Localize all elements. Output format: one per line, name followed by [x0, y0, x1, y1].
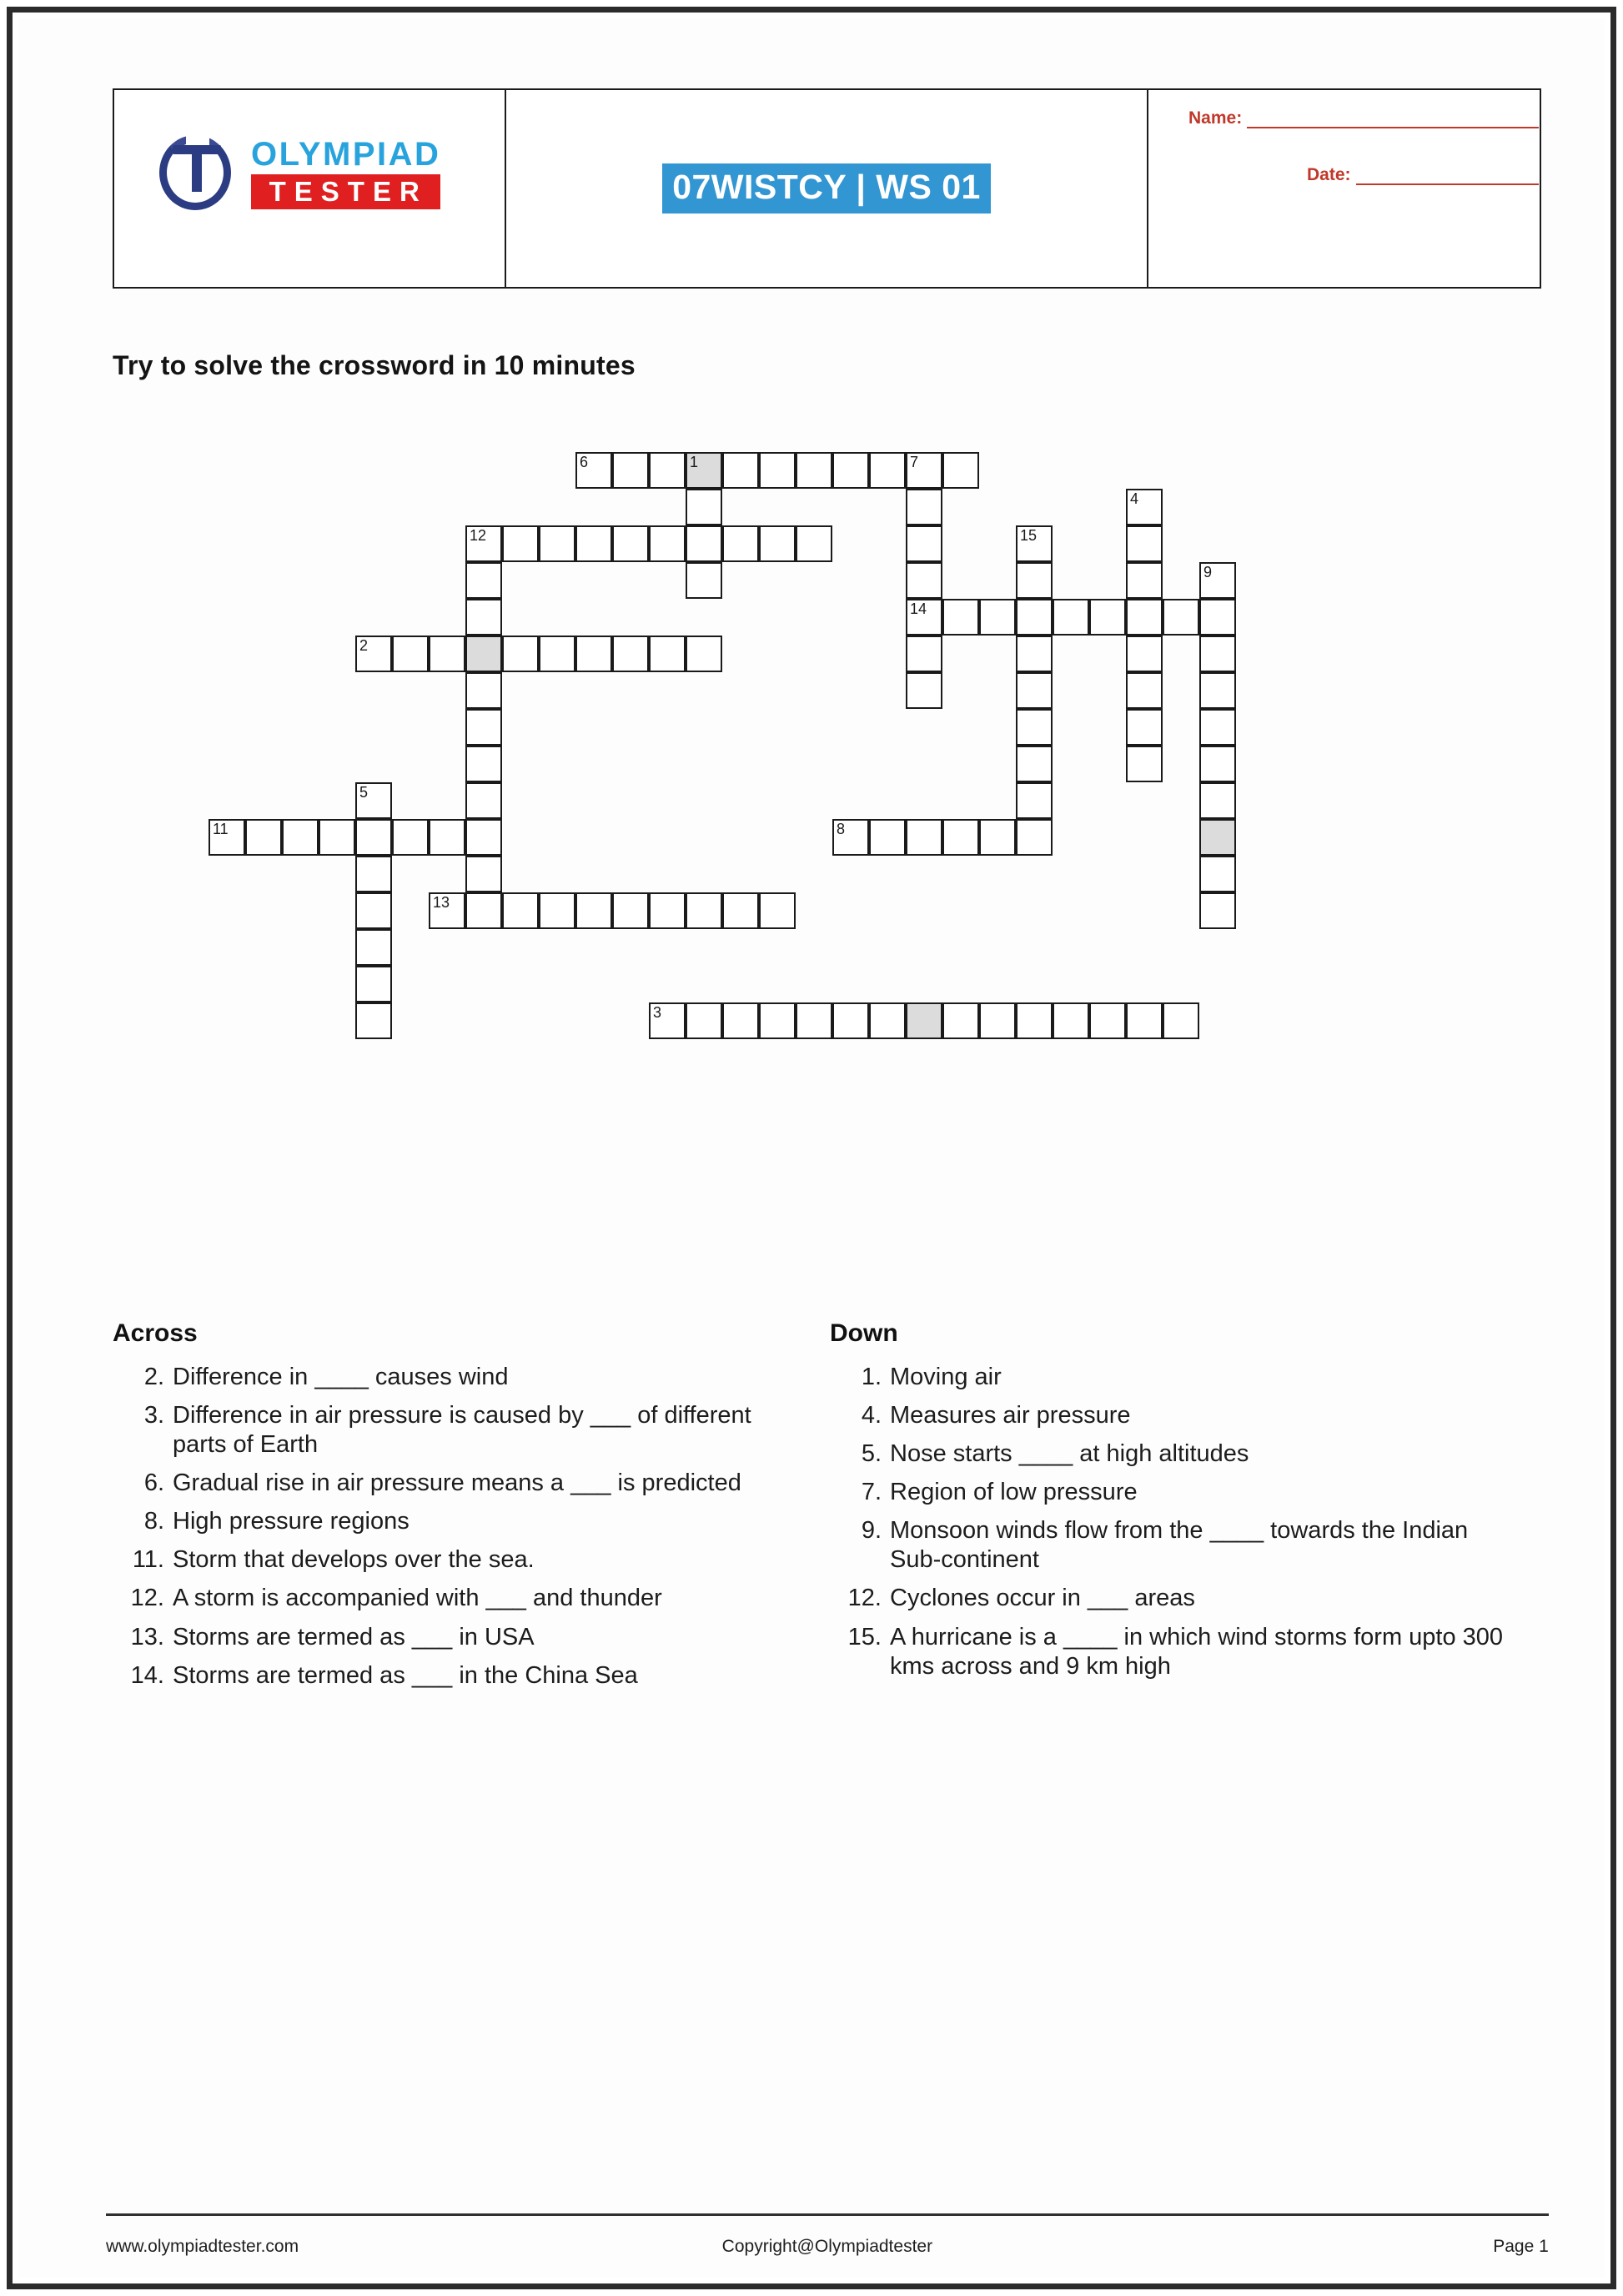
crossword-cell[interactable]: [832, 819, 869, 856]
crossword-cell[interactable]: [465, 636, 502, 672]
crossword-cell[interactable]: [1053, 1002, 1089, 1039]
page-footer: [106, 2237, 1549, 2257]
across-clue-list: [113, 1363, 830, 1691]
worksheet-title: 07WISTCY | WS 01: [662, 163, 991, 214]
crossword-cell[interactable]: [722, 1002, 759, 1039]
header-logo-cell: [114, 90, 506, 287]
crossword-cell[interactable]: [722, 892, 759, 929]
crossword-cell[interactable]: [392, 636, 429, 672]
crossword-cell[interactable]: [686, 636, 722, 672]
crossword-cell[interactable]: [575, 525, 612, 562]
crossword-cell[interactable]: [1126, 636, 1163, 672]
crossword-cell[interactable]: [209, 819, 245, 856]
clue-number: 11.: [132, 1546, 164, 1574]
clue-text: Gradual rise in air pressure means a ___ is predicted: [173, 1470, 741, 1497]
clue-item: [830, 1439, 1514, 1469]
crossword-cell[interactable]: [942, 599, 979, 636]
crossword-cell[interactable]: [649, 452, 686, 489]
clue-item: [830, 1623, 1514, 1681]
crossword-cell[interactable]: [906, 819, 942, 856]
clue-number: 5.: [861, 1440, 882, 1468]
crossword-cell[interactable]: [1126, 709, 1163, 746]
crossword-cell[interactable]: [1016, 746, 1053, 782]
crossword-cell[interactable]: [759, 1002, 796, 1039]
crossword-cell[interactable]: [465, 672, 502, 709]
across-heading: Across: [113, 1319, 198, 1347]
crossword-cell[interactable]: [942, 819, 979, 856]
crossword-cell[interactable]: [796, 452, 832, 489]
crossword-cell[interactable]: [1199, 819, 1236, 856]
crossword-cell[interactable]: [429, 819, 465, 856]
crossword-cell[interactable]: [465, 746, 502, 782]
crossword-cell[interactable]: [1089, 1002, 1126, 1039]
crossword-cell[interactable]: [1199, 562, 1236, 599]
crossword-cell[interactable]: [686, 1002, 722, 1039]
crossword-cell[interactable]: [539, 636, 575, 672]
name-field-row: [1188, 108, 1539, 128]
crossword-cell[interactable]: [832, 452, 869, 489]
crossword-cell[interactable]: [612, 892, 649, 929]
crossword-cell[interactable]: [649, 1002, 686, 1039]
clue-item: [113, 1623, 796, 1652]
crossword-cell[interactable]: [686, 452, 722, 489]
clues-section: [113, 1319, 1547, 1700]
crossword-cell[interactable]: [832, 1002, 869, 1039]
crossword-cell[interactable]: [796, 525, 832, 562]
crossword-cell[interactable]: [1199, 892, 1236, 929]
clue-item: [113, 1507, 796, 1536]
crossword-cell[interactable]: [686, 525, 722, 562]
crossword-cell[interactable]: [906, 636, 942, 672]
crossword-cell[interactable]: [429, 636, 465, 672]
crossword-cell[interactable]: [502, 636, 539, 672]
clue-item: [113, 1661, 796, 1691]
crossword-cell[interactable]: [906, 562, 942, 599]
clue-number: 8.: [143, 1508, 164, 1535]
crossword-cell[interactable]: [649, 892, 686, 929]
clue-text: Storms are termed as ___ in USA: [173, 1623, 535, 1650]
clue-item: [113, 1401, 796, 1459]
crossword-cell-number: 6: [580, 454, 589, 470]
crossword-cell[interactable]: [759, 452, 796, 489]
clue-number: 3.: [143, 1402, 164, 1429]
crossword-cell[interactable]: [649, 525, 686, 562]
down-column: [830, 1319, 1547, 1700]
crossword-cell[interactable]: [355, 782, 392, 819]
crossword-cell-number: 13: [433, 894, 450, 911]
crossword-cell[interactable]: [1126, 489, 1163, 525]
crossword-cell-number: 4: [1130, 490, 1139, 507]
clue-item: [113, 1363, 796, 1392]
clue-number: 7.: [861, 1479, 882, 1506]
clue-text: Nose starts ____ at high altitudes: [890, 1440, 1249, 1468]
clue-number: 9.: [861, 1517, 882, 1545]
crossword-cell[interactable]: [1016, 599, 1053, 636]
crossword-cell[interactable]: [722, 452, 759, 489]
crossword-cell[interactable]: [465, 782, 502, 819]
crossword-cell-number: 1: [690, 454, 699, 470]
clue-number: 12.: [847, 1585, 882, 1612]
crossword-cell[interactable]: [1016, 636, 1053, 672]
crossword-cell[interactable]: [1199, 746, 1236, 782]
crossword-cell[interactable]: [1016, 782, 1053, 819]
crossword-cell-number: 12: [470, 527, 487, 544]
crossword-cell[interactable]: [1016, 819, 1053, 856]
crossword-cell[interactable]: [355, 636, 392, 672]
crossword-cell[interactable]: [979, 599, 1016, 636]
clue-number: 4.: [861, 1402, 882, 1429]
clue-text: Region of low pressure: [890, 1479, 1138, 1506]
crossword-cell[interactable]: [1199, 599, 1236, 636]
crossword-cell[interactable]: [392, 819, 429, 856]
crossword-cell-number: 15: [1020, 527, 1038, 544]
clue-item: [830, 1516, 1514, 1575]
crossword-cell[interactable]: [722, 525, 759, 562]
crossword-cell[interactable]: [869, 452, 906, 489]
crossword-cell[interactable]: [355, 819, 392, 856]
crossword-cell[interactable]: [906, 452, 942, 489]
crossword-cell[interactable]: [1053, 599, 1089, 636]
clue-number: 6.: [143, 1470, 164, 1497]
crossword-cell[interactable]: [1163, 1002, 1199, 1039]
clue-text: A storm is accompanied with ___ and thunder: [173, 1585, 662, 1612]
crossword-cell[interactable]: [575, 892, 612, 929]
clue-text: Moving air: [890, 1364, 1002, 1390]
clue-text: Difference in ____ causes wind: [173, 1364, 509, 1390]
olympiad-tester-logo: [154, 132, 440, 215]
crossword-cell-number: 7: [910, 454, 919, 470]
crossword-cell[interactable]: [465, 562, 502, 599]
crossword-cell[interactable]: [686, 489, 722, 525]
clue-text: A hurricane is a ____ in which wind storms form upto 300 kms across and 9 km high: [890, 1623, 1504, 1680]
crossword-cell[interactable]: [355, 966, 392, 1002]
crossword-cell[interactable]: [1199, 672, 1236, 709]
crossword-cell[interactable]: [686, 892, 722, 929]
crossword-cell[interactable]: [1016, 525, 1053, 562]
crossword-cell-number: 8: [837, 821, 846, 837]
crossword-cell[interactable]: [759, 892, 796, 929]
clue-text: Measures air pressure: [890, 1402, 1131, 1429]
crossword-cell-number: 9: [1203, 564, 1213, 580]
crossword-cell[interactable]: [1126, 525, 1163, 562]
crossword-cell[interactable]: [465, 819, 502, 856]
crossword-cell[interactable]: [245, 819, 282, 856]
clue-item: [113, 1584, 796, 1613]
crossword-cell[interactable]: [1126, 746, 1163, 782]
crossword-cell[interactable]: [906, 599, 942, 636]
crossword-cell[interactable]: [686, 562, 722, 599]
crossword-cell[interactable]: [282, 819, 319, 856]
crossword-cell[interactable]: [465, 709, 502, 746]
clue-item: [830, 1363, 1514, 1392]
crossword-grid[interactable]: [209, 452, 1443, 1286]
clue-item: [113, 1545, 796, 1575]
name-label: Name:: [1188, 108, 1243, 128]
crossword-cell[interactable]: [355, 929, 392, 966]
crossword-cell[interactable]: [1126, 599, 1163, 636]
crossword-cell[interactable]: [465, 892, 502, 929]
date-field-row: [1188, 165, 1539, 185]
crossword-cell[interactable]: [649, 636, 686, 672]
crossword-cell[interactable]: [942, 452, 979, 489]
crossword-cell[interactable]: [319, 819, 355, 856]
header-table: [113, 88, 1541, 289]
clue-number: 1.: [861, 1364, 882, 1390]
crossword-cell-number: 11: [213, 821, 229, 837]
crossword-cell[interactable]: [906, 489, 942, 525]
date-label: Date:: [1307, 165, 1351, 184]
crossword-cell-number: 3: [653, 1004, 662, 1021]
header-title-cell: [506, 90, 1148, 287]
crossword-cell[interactable]: [796, 1002, 832, 1039]
crossword-cell[interactable]: [355, 1002, 392, 1039]
crossword-cell[interactable]: [612, 636, 649, 672]
crossword-cell[interactable]: [465, 599, 502, 636]
crossword-cell[interactable]: [539, 892, 575, 929]
clue-text: Storm that develops over the sea.: [173, 1546, 535, 1574]
crossword-cell[interactable]: [612, 452, 649, 489]
clue-text: Storms are termed as ___ in the China Sea: [173, 1661, 638, 1689]
header-namedate-cell: [1148, 90, 1540, 287]
crossword-cell[interactable]: [575, 636, 612, 672]
crossword-cell[interactable]: [759, 525, 796, 562]
crossword-cell[interactable]: [869, 819, 906, 856]
crossword-cell[interactable]: [906, 525, 942, 562]
crossword-cell-number: 14: [910, 600, 927, 617]
clue-number: 14.: [130, 1661, 164, 1689]
crossword-cell[interactable]: [906, 1002, 942, 1039]
crossword-cell[interactable]: [429, 892, 465, 929]
crossword-cell[interactable]: [906, 672, 942, 709]
crossword-cell[interactable]: [465, 856, 502, 892]
crossword-cell[interactable]: [355, 892, 392, 929]
down-heading: Down: [830, 1319, 898, 1347]
clue-item: [830, 1584, 1514, 1613]
clue-number: 2.: [143, 1364, 164, 1390]
crossword-cell-number: 2: [359, 637, 369, 654]
worksheet-sheet: [18, 18, 1605, 2278]
crossword-cell[interactable]: [575, 452, 612, 489]
footer-website[interactable]: www.olympiadtester.com: [106, 2237, 299, 2256]
crossword-cell[interactable]: [1199, 782, 1236, 819]
crossword-cell[interactable]: [1016, 672, 1053, 709]
down-clue-list: [830, 1363, 1547, 1681]
crossword-cell[interactable]: [942, 1002, 979, 1039]
clue-item: [113, 1469, 796, 1498]
crossword-cell[interactable]: [869, 1002, 906, 1039]
crossword-cell[interactable]: [1199, 636, 1236, 672]
crossword-cell[interactable]: [355, 856, 392, 892]
logo-circle-t-icon: [154, 132, 238, 215]
clue-item: [830, 1478, 1514, 1507]
crossword-cell[interactable]: [1016, 562, 1053, 599]
crossword-cell[interactable]: [979, 819, 1016, 856]
crossword-cell[interactable]: [1126, 562, 1163, 599]
clue-number: 13.: [130, 1623, 164, 1650]
across-column: [113, 1319, 830, 1700]
crossword-cell[interactable]: [465, 525, 502, 562]
crossword-cell[interactable]: [1016, 1002, 1053, 1039]
crossword-cell[interactable]: [502, 525, 539, 562]
crossword-cell[interactable]: [1199, 709, 1236, 746]
logo-primary-text: OLYMPIAD: [251, 136, 441, 173]
crossword-cell[interactable]: [1126, 1002, 1163, 1039]
crossword-cell[interactable]: [1126, 672, 1163, 709]
crossword-cell-number: 5: [359, 784, 369, 801]
crossword-cell[interactable]: [1199, 856, 1236, 892]
crossword-cell[interactable]: [1089, 599, 1126, 636]
clue-text: Monsoon winds flow from the ____ towards the Indian Sub-continent: [890, 1517, 1469, 1574]
clue-text: High pressure regions: [173, 1508, 410, 1535]
crossword-cell[interactable]: [1016, 709, 1053, 746]
date-input-line[interactable]: [1356, 167, 1539, 185]
clue-text: Cyclones occur in ___ areas: [890, 1585, 1195, 1612]
footer-copyright: Copyright@Olympiadtester: [721, 2237, 933, 2256]
clue-text: Difference in air pressure is caused by ___ of different parts of Earth: [173, 1402, 751, 1459]
crossword-cell[interactable]: [979, 1002, 1016, 1039]
crossword-cell[interactable]: [1163, 599, 1199, 636]
name-input-line[interactable]: [1247, 110, 1539, 128]
clue-item: [830, 1401, 1514, 1430]
crossword-cell[interactable]: [502, 892, 539, 929]
footer-page-number: Page 1: [1493, 2237, 1549, 2256]
clue-number: 15.: [847, 1623, 882, 1650]
instruction-text: Try to solve the crossword in 10 minutes: [113, 350, 636, 380]
clue-number: 12.: [130, 1585, 164, 1612]
crossword-cell[interactable]: [539, 525, 575, 562]
crossword-cell[interactable]: [612, 525, 649, 562]
logo-secondary-text: TESTER: [251, 174, 440, 209]
footer-divider: [106, 2213, 1549, 2216]
